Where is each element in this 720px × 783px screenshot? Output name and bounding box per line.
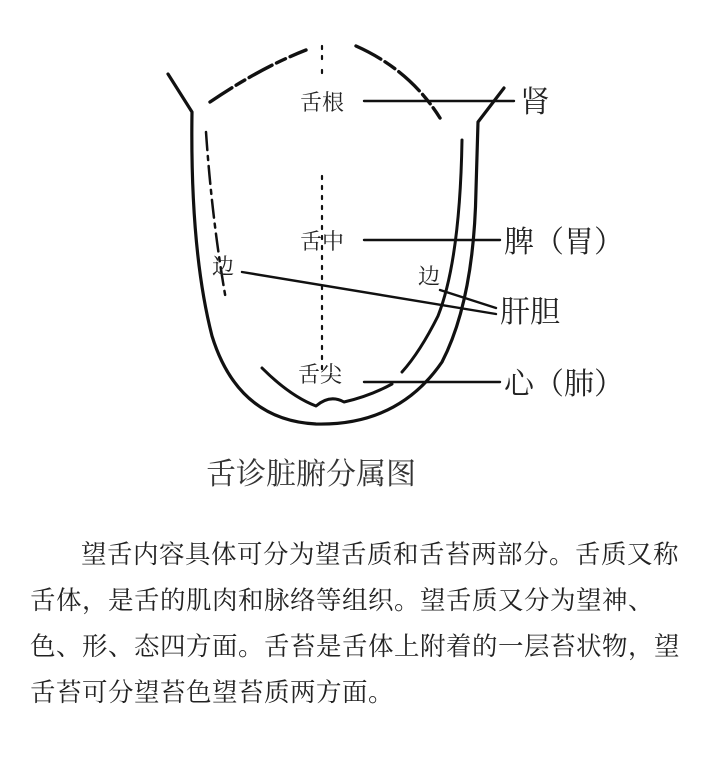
diagram-caption: 舌诊脏腑分属图 — [206, 457, 416, 492]
label-tongue-middle: 舌中 — [300, 230, 345, 255]
label-tongue-tip: 舌尖 — [298, 363, 343, 388]
label-organ-heart-lung: 心（肺） — [504, 367, 624, 402]
label-organ-liver-gallbladder: 肝胆 — [500, 295, 560, 330]
label-tongue-edge-right: 边 — [418, 265, 441, 290]
label-organ-spleen-stomach: 脾（胃） — [504, 225, 624, 260]
label-tongue-edge-left: 边 — [212, 255, 235, 280]
label-organ-kidney: 肾 — [520, 85, 550, 120]
label-tongue-root: 舌根 — [300, 91, 345, 116]
tongue-root-arc-left — [210, 50, 306, 102]
tongue-root-arc-right — [356, 46, 440, 118]
article-paragraph: 望舌内容具体可分为望舌质和舌苔两部分。舌质又称舌体，是舌的肌肉和脉络等组织。望舌质又分为望神、色、形、态四方面。舌苔是舌体上附着的一层苔状物，望舌苔可分望苔色望苔质两方面。 — [30, 540, 681, 708]
leader-line-edge-left — [242, 272, 496, 314]
